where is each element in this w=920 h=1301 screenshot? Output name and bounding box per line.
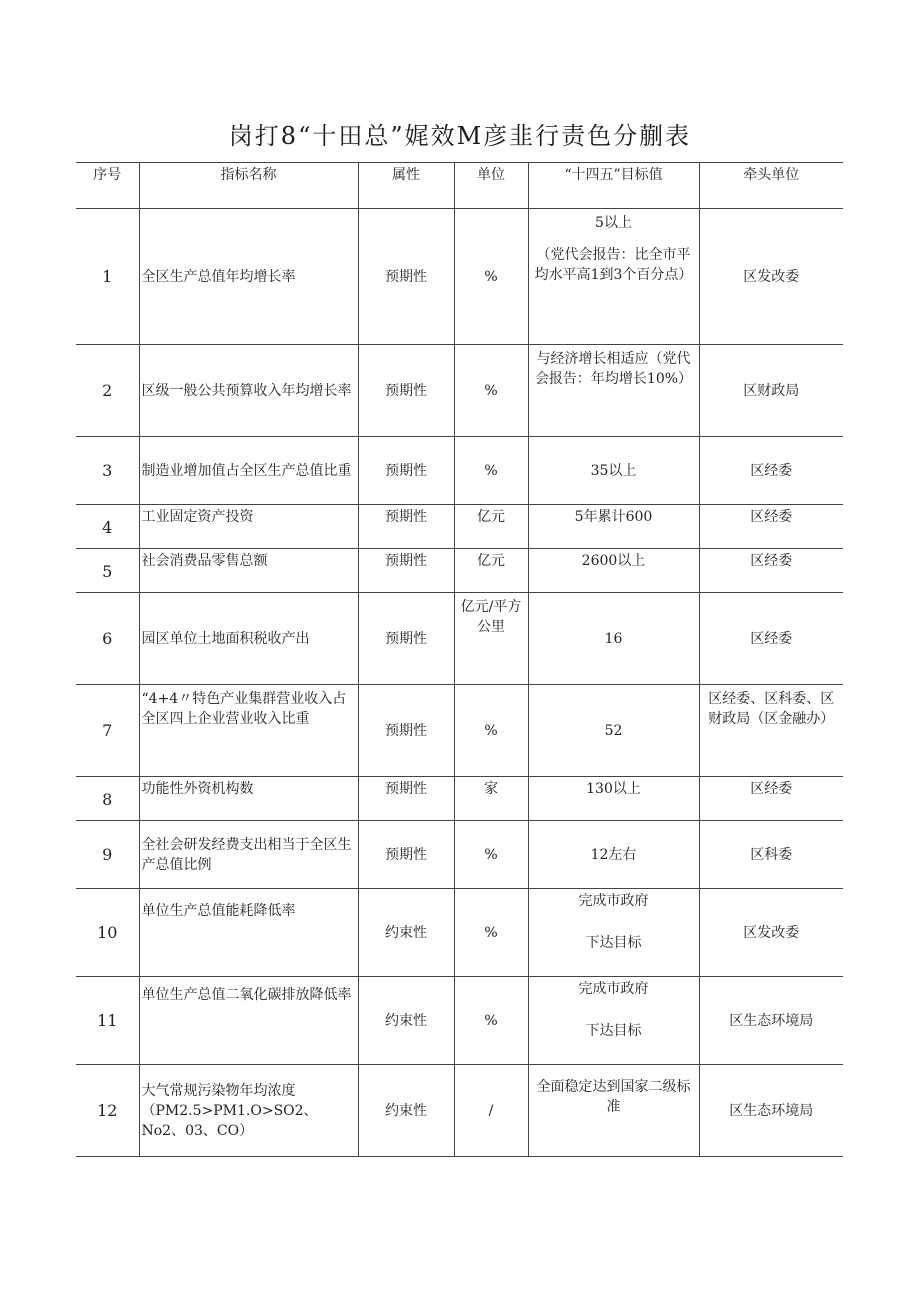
row-no: 9 [76,821,139,889]
row-target: 130以上 [528,777,699,821]
row-name: 社会消费品零售总额 [139,549,358,593]
row-attr: 预期性 [358,209,454,345]
row-attr: 预期性 [358,777,454,821]
row-target [528,209,699,345]
row-name: “4+4〃特色产业集群营业收入占全区四上企业营业收入比重 [139,685,358,777]
row-no: 11 [76,977,139,1065]
row-lead: 区经委 [699,505,843,549]
header-attr: 属性 [358,163,454,209]
row-name: 工业固定资产投资 [139,505,358,549]
row-attr: 预期性 [358,437,454,505]
row-lead: 区科委 [699,821,843,889]
row-no: 10 [76,889,139,977]
row-target-line1: 完成市政府 [578,981,649,997]
row-no: 3 [76,437,139,505]
row-unit: % [454,345,528,437]
row-target: 5年累计600 [528,505,699,549]
table-row [76,345,843,437]
header-no: 序号 [76,163,139,209]
row-lead: 区经委、区科委、区财政局（区金融办） [699,685,843,777]
table-row [76,977,843,1065]
row-unit: % [454,889,528,977]
row-unit: 亿元 [454,549,528,593]
row-no: 4 [76,505,139,549]
row-target [528,889,699,977]
document-title: 岗打8“十田总”娓效M彦韭行责色分蒯表 [228,122,692,150]
row-name: 全社会研发经费支出相当于全区生产总值比例 [139,821,358,889]
table-row [76,685,843,777]
row-unit: % [454,821,528,889]
row-attr: 预期性 [358,505,454,549]
row-attr: 预期性 [358,593,454,685]
row-lead: 区财政局 [699,345,843,437]
row-lead: 区经委 [699,549,843,593]
row-lead: 区经委 [699,437,843,505]
row-name: 园区单位土地面积税收产出 [139,593,358,685]
row-name: 大气常规污染物年均浓度（PM2.5>PM1.O>SO2、No2、03、CO） [139,1065,358,1157]
row-attr: 预期性 [358,549,454,593]
row-no: 7 [76,685,139,777]
row-no: 2 [76,345,139,437]
row-unit: % [454,437,528,505]
row-target [528,977,699,1065]
row-attr: 约束性 [358,1065,454,1157]
indicator-table [76,162,843,1157]
row-target: 16 [528,593,699,685]
row-name: 全区生产总值年均增长率 [139,209,358,345]
row-target-line2: 下达目标 [585,935,642,951]
table-row [76,437,843,505]
row-unit: % [454,977,528,1065]
row-target: 52 [528,685,699,777]
header-row [76,163,843,209]
row-lead: 区经委 [699,777,843,821]
table-row [76,777,843,821]
row-no: 6 [76,593,139,685]
header-unit: 单位 [454,163,528,209]
row-target: 与经济增长相适应（党代会报告：年均增长10%） [528,345,699,437]
row-unit: 亿元/平方公里 [454,593,528,685]
row-target-line2: 下达目标 [585,1023,642,1039]
row-lead: 区发改委 [699,209,843,345]
table-row [76,505,843,549]
table-row [76,821,843,889]
table-row [76,209,843,345]
table-row [76,889,843,977]
row-lead: 区生态环境局 [699,977,843,1065]
row-no: 8 [76,777,139,821]
row-unit: 亿元 [454,505,528,549]
row-target: 2600以上 [528,549,699,593]
table-row [76,593,843,685]
row-unit: 家 [454,777,528,821]
row-target-note: （党代会报告：比全市平均水平高1到3个百分点） [534,247,693,283]
table-row [76,549,843,593]
row-target: 35以上 [528,437,699,505]
row-attr: 约束性 [358,977,454,1065]
row-attr: 预期性 [358,345,454,437]
row-lead: 区生态环境局 [699,1065,843,1157]
table-row [76,1065,843,1157]
row-unit: / [454,1065,528,1157]
header-name: 指标名称 [139,163,358,209]
row-lead: 区经委 [699,593,843,685]
row-lead: 区发改委 [699,889,843,977]
row-unit: % [454,209,528,345]
row-unit: % [454,685,528,777]
row-target-main: 5以上 [595,215,632,231]
row-name: 单位生产总值二氧化碳排放降低率 [139,977,358,1065]
row-attr: 约束性 [358,889,454,977]
row-attr: 预期性 [358,821,454,889]
row-target: 全面稳定达到国家二级标准 [528,1065,699,1157]
header-lead: 牵头单位 [699,163,843,209]
row-target: 12左右 [528,821,699,889]
row-name: 制造业增加值占全区生产总值比重 [139,437,358,505]
row-name: 单位生产总值能耗降低率 [139,889,358,977]
header-target: “十四五”目标值 [528,163,699,209]
row-attr: 预期性 [358,685,454,777]
row-name: 区级一般公共预算收入年均增长率 [139,345,358,437]
row-no: 5 [76,549,139,593]
row-no: 1 [76,209,139,345]
row-no: 12 [76,1065,139,1157]
row-target-line1: 完成市政府 [578,893,649,909]
row-name: 功能性外资机构数 [139,777,358,821]
